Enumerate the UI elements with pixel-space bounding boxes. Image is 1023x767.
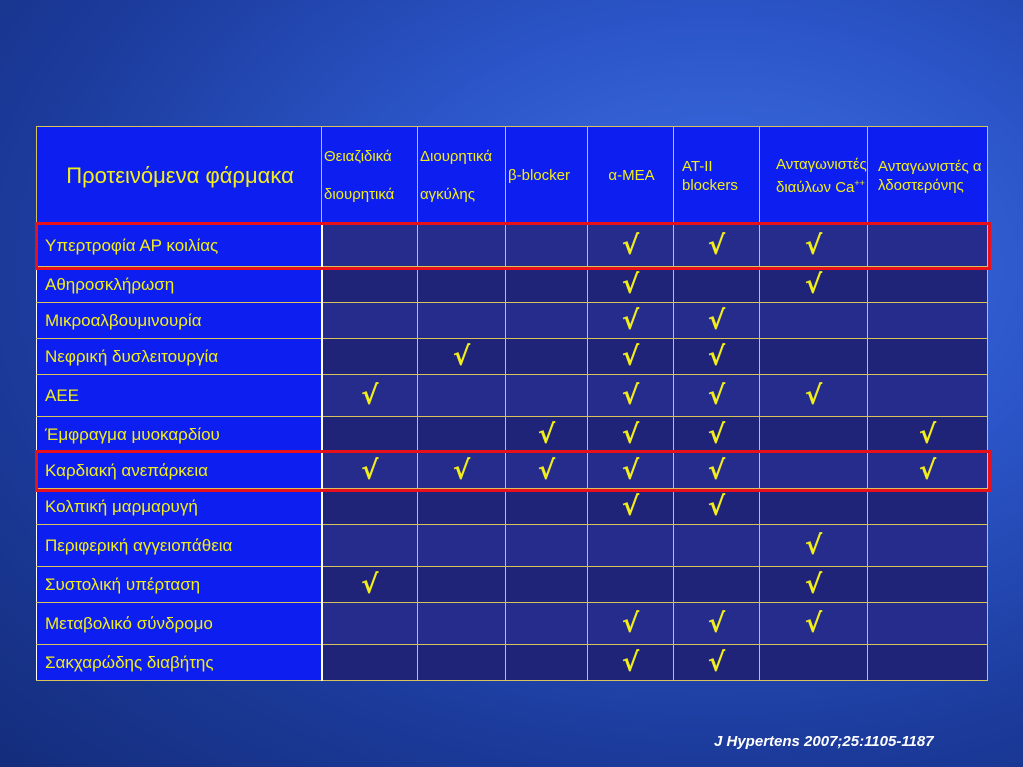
column-header-line1: β-blocker — [508, 167, 570, 184]
column-header-line2: διουρητικά — [324, 186, 395, 203]
check-mark-icon: √ — [361, 455, 379, 486]
check-mark-icon: √ — [707, 419, 726, 450]
empty-cell — [322, 339, 418, 375]
row-label: Σακχαρώδης διαβήτης — [37, 645, 322, 681]
check-cell — [674, 375, 760, 417]
check-cell — [588, 303, 674, 339]
check-cell — [760, 603, 868, 645]
check-mark-icon: √ — [707, 341, 726, 372]
check-cell — [868, 453, 988, 489]
column-header-loop-diuretic — [418, 127, 506, 225]
column-header-line1: Διουρητικά — [420, 148, 493, 165]
check-mark-icon: √ — [707, 491, 726, 522]
row-label: Υπερτροφία ΑΡ κοιλίας — [37, 225, 322, 267]
row-label: Κολπική μαρμαρυγή — [37, 489, 322, 525]
empty-cell — [322, 303, 418, 339]
empty-cell — [760, 489, 868, 525]
check-mark-icon: √ — [918, 419, 937, 450]
table-row — [37, 303, 988, 339]
check-cell — [588, 417, 674, 453]
empty-cell — [760, 339, 868, 375]
check-mark-icon: √ — [621, 380, 640, 411]
empty-cell — [760, 453, 868, 489]
column-header-line1: Θειαζιδικά — [324, 148, 392, 165]
table-row — [37, 375, 988, 417]
check-cell — [674, 489, 760, 525]
empty-cell — [418, 525, 506, 567]
check-mark-icon: √ — [804, 230, 823, 261]
check-cell — [588, 267, 674, 303]
check-cell — [588, 453, 674, 489]
check-mark-icon: √ — [621, 647, 640, 678]
row-label: Μεταβολικό σύνδρομο — [37, 603, 322, 645]
check-cell — [322, 453, 418, 489]
empty-cell — [418, 567, 506, 603]
check-cell — [674, 645, 760, 681]
empty-cell — [322, 225, 418, 267]
empty-cell — [418, 267, 506, 303]
empty-cell — [506, 567, 588, 603]
check-cell — [506, 417, 588, 453]
check-mark-icon: √ — [918, 455, 937, 486]
check-cell — [588, 339, 674, 375]
check-mark-icon: √ — [361, 569, 379, 600]
empty-cell — [868, 525, 988, 567]
empty-cell — [418, 375, 506, 417]
row-label: Συστολική υπέρταση — [37, 567, 322, 603]
column-header-calcium-antagonist — [760, 127, 868, 225]
check-mark-icon: √ — [804, 569, 823, 600]
check-cell — [760, 267, 868, 303]
empty-cell — [506, 303, 588, 339]
empty-cell — [322, 489, 418, 525]
check-cell — [674, 453, 760, 489]
empty-cell — [506, 489, 588, 525]
empty-cell — [868, 225, 988, 267]
check-cell — [760, 567, 868, 603]
column-header-line1: AT-II — [682, 157, 713, 175]
column-header-line2: blockers — [682, 176, 738, 194]
check-mark-icon: √ — [804, 380, 823, 411]
empty-cell — [322, 417, 418, 453]
check-mark-icon: √ — [452, 341, 471, 372]
check-cell — [674, 417, 760, 453]
empty-cell — [868, 603, 988, 645]
empty-cell — [418, 303, 506, 339]
check-cell — [322, 375, 418, 417]
check-cell — [588, 645, 674, 681]
empty-cell — [322, 645, 418, 681]
check-mark-icon: √ — [707, 230, 726, 261]
check-mark-icon: √ — [361, 380, 379, 411]
empty-cell — [588, 567, 674, 603]
empty-cell — [868, 489, 988, 525]
citation: J Hypertens 2007;25:1105-1187 — [714, 733, 934, 750]
empty-cell — [506, 525, 588, 567]
check-mark-icon: √ — [621, 608, 640, 639]
table-row — [37, 453, 988, 489]
check-mark-icon: √ — [621, 305, 640, 336]
check-cell — [868, 417, 988, 453]
check-mark-icon: √ — [621, 491, 640, 522]
column-header-line1: Ανταγωνιστές διαύλων Ca — [776, 155, 867, 196]
check-cell — [506, 453, 588, 489]
empty-cell — [418, 225, 506, 267]
empty-cell — [506, 267, 588, 303]
table-row — [37, 417, 988, 453]
check-cell — [674, 339, 760, 375]
table-row — [37, 267, 988, 303]
check-mark-icon: √ — [537, 455, 556, 486]
empty-cell — [760, 303, 868, 339]
check-mark-icon: √ — [621, 455, 640, 486]
row-label: Αθηροσκλήρωση — [37, 267, 322, 303]
check-mark-icon: √ — [621, 269, 640, 300]
table-row — [37, 603, 988, 645]
empty-cell — [418, 645, 506, 681]
check-mark-icon: √ — [707, 608, 726, 639]
column-header-line2: αγκύλης — [420, 186, 475, 203]
check-mark-icon: √ — [707, 305, 726, 336]
check-mark-icon: √ — [707, 647, 726, 678]
table-row — [37, 339, 988, 375]
empty-cell — [760, 645, 868, 681]
row-label: Έμφραγμα μυοκαρδίου — [37, 417, 322, 453]
column-header-thiazide — [322, 127, 418, 225]
drug-recommendation-table — [36, 126, 988, 681]
check-mark-icon: √ — [707, 455, 726, 486]
check-mark-icon: √ — [621, 341, 640, 372]
empty-cell — [506, 225, 588, 267]
check-cell — [588, 225, 674, 267]
check-mark-icon: √ — [452, 455, 471, 486]
empty-cell — [868, 339, 988, 375]
check-mark-icon: √ — [804, 608, 823, 639]
empty-cell — [674, 567, 760, 603]
column-header-superscript: ++ — [854, 177, 865, 188]
check-cell — [418, 339, 506, 375]
table-row — [37, 525, 988, 567]
check-cell — [588, 489, 674, 525]
empty-cell — [588, 525, 674, 567]
table-row — [37, 645, 988, 681]
check-cell — [588, 603, 674, 645]
empty-cell — [506, 339, 588, 375]
check-mark-icon: √ — [707, 380, 726, 411]
empty-cell — [760, 417, 868, 453]
check-mark-icon: √ — [621, 419, 640, 450]
check-cell — [674, 303, 760, 339]
table-row — [37, 225, 988, 267]
column-header-line1: α-ΜΕΑ — [608, 167, 655, 184]
row-label: Καρδιακή ανεπάρκεια — [37, 453, 322, 489]
empty-cell — [418, 417, 506, 453]
row-label: Περιφερική αγγειοπάθεια — [37, 525, 322, 567]
empty-cell — [674, 525, 760, 567]
check-cell — [674, 603, 760, 645]
check-mark-icon: √ — [804, 269, 823, 300]
column-header-aldosterone-antagonist — [868, 127, 988, 225]
check-mark-icon: √ — [804, 530, 823, 561]
corner-title: Προτεινόμενα φάρμακα — [37, 127, 322, 225]
empty-cell — [322, 603, 418, 645]
check-cell — [418, 453, 506, 489]
empty-cell — [868, 267, 988, 303]
empty-cell — [674, 267, 760, 303]
check-cell — [588, 375, 674, 417]
table-row — [37, 489, 988, 525]
check-cell — [760, 375, 868, 417]
row-label: Νεφρική δυσλειτουργία — [37, 339, 322, 375]
column-header-ace-inhibitor — [588, 127, 674, 225]
empty-cell — [868, 567, 988, 603]
empty-cell — [506, 645, 588, 681]
column-header-beta-blocker — [506, 127, 588, 225]
table-row — [37, 567, 988, 603]
row-label: Μικροαλβουμινουρία — [37, 303, 322, 339]
check-cell — [760, 525, 868, 567]
column-header-line1: Ανταγωνιστές αλδοστερόνης — [878, 157, 982, 194]
check-cell — [674, 225, 760, 267]
check-cell — [322, 567, 418, 603]
empty-cell — [868, 645, 988, 681]
empty-cell — [868, 375, 988, 417]
empty-cell — [322, 267, 418, 303]
empty-cell — [868, 303, 988, 339]
empty-cell — [418, 489, 506, 525]
empty-cell — [506, 375, 588, 417]
table-body — [37, 225, 988, 681]
empty-cell — [418, 603, 506, 645]
empty-cell — [506, 603, 588, 645]
check-cell — [760, 225, 868, 267]
column-header-at2-blocker — [674, 127, 760, 225]
row-label: ΑΕΕ — [37, 375, 322, 417]
check-mark-icon: √ — [537, 419, 556, 450]
header-row — [37, 127, 988, 225]
check-mark-icon: √ — [621, 230, 640, 261]
empty-cell — [322, 525, 418, 567]
